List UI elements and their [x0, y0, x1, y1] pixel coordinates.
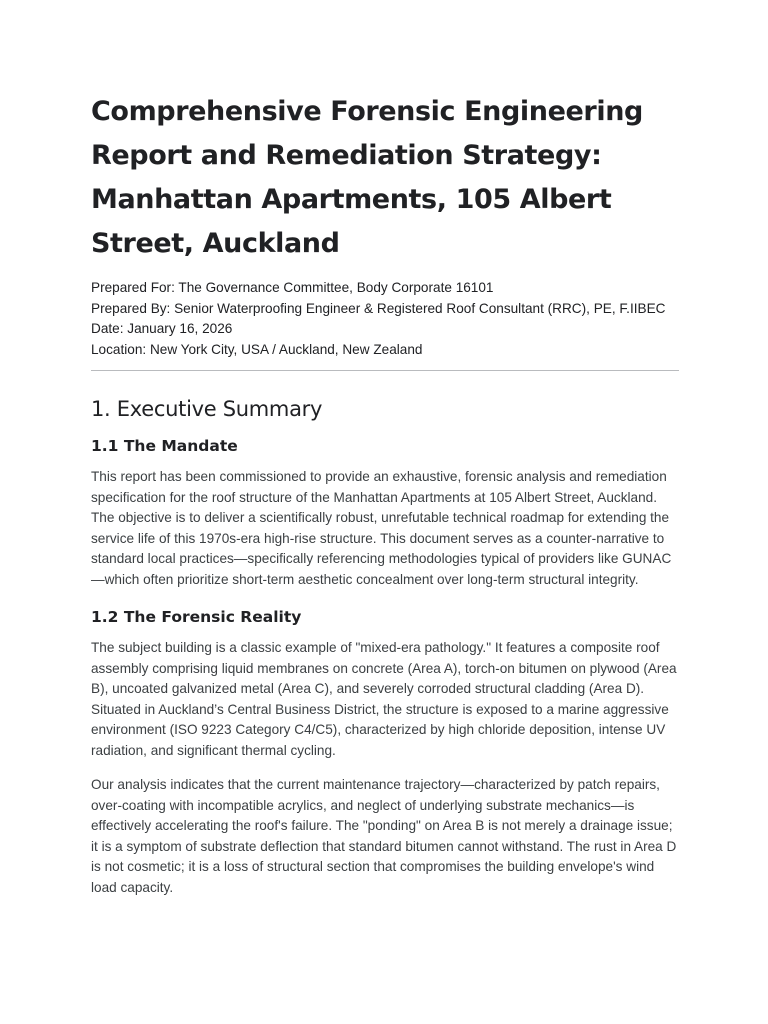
location-line: Location: New York City, USA / Auckland, New Zealand: [91, 341, 423, 357]
section-heading-executive-summary: 1. Executive Summary: [91, 397, 323, 421]
document-title: Comprehensive Forensic Engineering Report and Remediation Strategy: Manhattan Apartments, 105 Albert Street, Auckland: [91, 96, 643, 259]
forensic-reality-paragraph-2: Our analysis indicates that the current maintenance trajectory—characterized by patch repairs, over-coating with incompatible acrylics, and neglect of underlying substrate mechanics—is effectively accelerating the roof's failure. The "ponding" on Area B is not merely a drainage issue; it is a symptom of substrate deflection that standard bitumen cannot withstand. The rust in Area D is not cosmetic; it is a loss of structural section that compromises the building envelope's wind load capacity.: [91, 777, 677, 895]
prepared-for-line: Prepared For: The Governance Committee, Body Corporate 16101: [91, 280, 494, 295]
date-line: Date: January 16, 2026: [91, 321, 233, 336]
prepared-by-line: Prepared By: Senior Waterproofing Engineer & Registered Roof Consultant (RRC), PE, F.IIBEC: [91, 300, 666, 316]
document-metadata: [91, 278, 679, 360]
mandate-paragraph: This report has been commissioned to provide an exhaustive, forensic analysis and remediation specification for the roof structure of the Manhattan Apartments at 105 Albert Street, Auckland. The objective is to deliver a scientifically robust, unrefutable technical roadmap for extending the service life of this 1970s-era high-rise structure. This document serves as a counter-narrative to standard local practices—specifically referencing methodologies typical of providers like GUNAC—which often prioritize short-term aesthetic concealment over long-term structural integrity.: [91, 469, 672, 587]
forensic-reality-paragraph-1: The subject building is a classic example of "mixed-era pathology." It features a composite roof assembly comprising liquid membranes on concrete (Area A), torch-on bitumen on plywood (Area B), uncoated galvanized metal (Area C), and severely corroded structural cladding (Area D). Situated in Auckland’s Central Business District, the structure is exposed to a marine aggressive environment (ISO 9223 Category C4/C5), characterized by high chloride deposition, intense UV radiation, and significant thermal cycling.: [91, 640, 677, 758]
horizontal-divider: [91, 370, 679, 371]
document-page: [91, 90, 679, 898]
subsection-heading-forensic-reality: 1.2 The Forensic Reality: [91, 608, 302, 626]
subsection-heading-mandate: 1.1 The Mandate: [91, 437, 238, 455]
